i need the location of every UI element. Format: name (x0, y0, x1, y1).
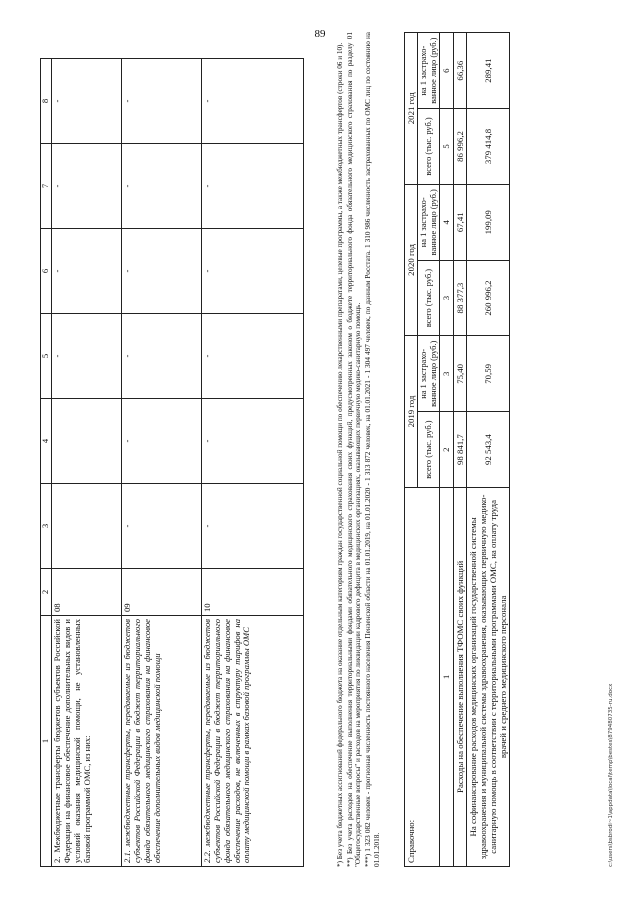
rotated-content (40, 32, 620, 867)
row-cell: - (201, 314, 303, 399)
row-cell: - (121, 314, 201, 399)
col-number: 3 (440, 336, 453, 412)
row-cell: - (51, 314, 121, 399)
row-value: 66,36 (453, 33, 466, 109)
year-2021: 2021 год (405, 33, 418, 185)
subheader-total: всего (тыс. руб.) (418, 260, 440, 335)
table-row (466, 33, 509, 867)
reference-number-row (440, 33, 453, 867)
col-number: 3 (440, 260, 453, 335)
footnotes (336, 32, 382, 867)
header-col-1: 1 (41, 616, 52, 867)
row-label: Расходы на обеспечение выполнения ТФОМС своих функций (453, 487, 466, 866)
row-value: 92 543,4 (466, 412, 509, 487)
row-cell: - (201, 399, 303, 484)
row-cell (51, 399, 121, 484)
row-cell: - (201, 144, 303, 229)
row-label: 2.2. межбюджетные трансферты, передаваемые из бюджетов субъектов Российской Федерации в бюджет территориального фонда обязательного медицинского страхования на финансовое обеспечение расходов, не включенных в структуру тарифов на оплату медицинской помощи в рамках базовой программы ОМС (201, 616, 303, 867)
col-number: 1 (440, 487, 453, 866)
row-cell: - (201, 484, 303, 569)
row-cell: - (51, 229, 121, 314)
col-number: 2 (440, 412, 453, 487)
row-value: 70,59 (466, 336, 509, 412)
table-header-row (41, 59, 52, 867)
row-value: 88 377,3 (453, 260, 466, 335)
row-value: 86 996,2 (453, 109, 466, 184)
row-value: 379 414,8 (466, 109, 509, 184)
header-col-7: 7 (41, 144, 52, 229)
reference-table (404, 32, 510, 867)
row-cell: - (51, 144, 121, 229)
table-row (121, 59, 201, 867)
row-value: 199,09 (466, 184, 509, 260)
col-number: 6 (440, 33, 453, 109)
row-cell: - (121, 144, 201, 229)
footnote: **) Без учета расходов на обеспечение выполнения территориальными фондами обязательного медицинского страхования своих функций, предусмотренных законом о бюджете территориального фонда обязательного медицинского страхования по разделу 01 "Общегосударственные вопросы" и расходов на мероприятия по ликвидации кадрового дефицита в медицинских организациях, оказывающих первичную медико-санитарную помощь. (345, 32, 363, 867)
header-col-8: 8 (41, 59, 52, 144)
subheader-total: всего (тыс. руб.) (418, 412, 440, 487)
row-cell: - (121, 399, 201, 484)
row-cell (51, 484, 121, 569)
footnote: *) Без учета бюджетных ассигнований федерального бюджета на оказание отдельным категориям граждан государственной социальной помощи по обеспечению лекарственными препаратами, целевые программы, а также межбюджетных трансфертов (строки 06 и 10). (336, 42, 344, 867)
header-col-2: 2 (41, 569, 52, 616)
reference-title: Справочно: (405, 487, 440, 866)
table-row (453, 33, 466, 867)
page-number: 89 (314, 28, 326, 40)
subheader-total: всего (тыс. руб.) (418, 109, 440, 184)
row-cell: - (121, 229, 201, 314)
header-col-5: 5 (41, 314, 52, 399)
year-2019: 2019 год (405, 336, 418, 488)
header-col-4: 4 (41, 399, 52, 484)
row-cell: - (121, 484, 201, 569)
row-value: 75,40 (453, 336, 466, 412)
row-cell: - (201, 59, 303, 144)
row-value: 67,41 (453, 184, 466, 260)
row-label: На софинансирование расходов медицинских организаций государственной системы здравоохранения и муниципальной системы здравоохранения, оказывающих первичную медико-санитарную помощь в соответствии с территориальными программами ОМС, на оплату труда врачей и среднего медицинского персонала (466, 487, 509, 866)
row-code: 08 (51, 569, 121, 616)
footnote: ***) 1 323 082 человек - прогнозная численность постоянного населения Пензенской области на 01.01.2019, на 01.01.2020 - 1 313 872 человек, на 01.01.2021 - 1 304 497 человек, по данным Росстата. 1 310 986 численность застрахованных по ОМС лиц по состоянию на 01.01.2018. (363, 32, 381, 867)
row-label: 2. Межбюджетные трансферты бюджетов субъектов Российской Федерации на финансовое обеспечение дополнительных видов и условий оказания медицинской помощи, не установленных базовой программой ОМС, из них: (51, 616, 121, 867)
row-value: 260 996,2 (466, 260, 509, 335)
col-number: 5 (440, 109, 453, 184)
row-cell: - (121, 59, 201, 144)
table-row (51, 59, 121, 867)
subheader-per-person: на 1 застрахо-ванное лицо (руб.) (418, 336, 440, 412)
row-code: 09 (121, 569, 201, 616)
table-row (201, 59, 303, 867)
file-path: c:\users\bsbrodi~1\appdata\local\temp\bestes\879480735-ru.docx (608, 683, 614, 867)
row-cell: - (201, 229, 303, 314)
financing-table (40, 58, 304, 867)
subheader-per-person: на 1 застрахо-ванное лицо (руб.) (418, 184, 440, 260)
subheader-per-person: на 1 застрахо-ванное лицо (руб.) (418, 33, 440, 109)
header-col-3: 3 (41, 484, 52, 569)
row-value: 98 841,7 (453, 412, 466, 487)
row-cell: - (51, 59, 121, 144)
row-code: 10 (201, 569, 303, 616)
col-number: 4 (440, 184, 453, 260)
row-value: 289,41 (466, 33, 509, 109)
header-col-6: 6 (41, 229, 52, 314)
reference-year-row (405, 33, 418, 867)
row-label: 2.1. межбюджетные трансферты, передаваемые из бюджетов субъектов Российской Федерации в бюджет территориального фонда обязательного медицинского страхования на финансовое обеспечение дополнительных видов медицинской помощи (121, 616, 201, 867)
year-2020: 2020 год (405, 184, 418, 336)
